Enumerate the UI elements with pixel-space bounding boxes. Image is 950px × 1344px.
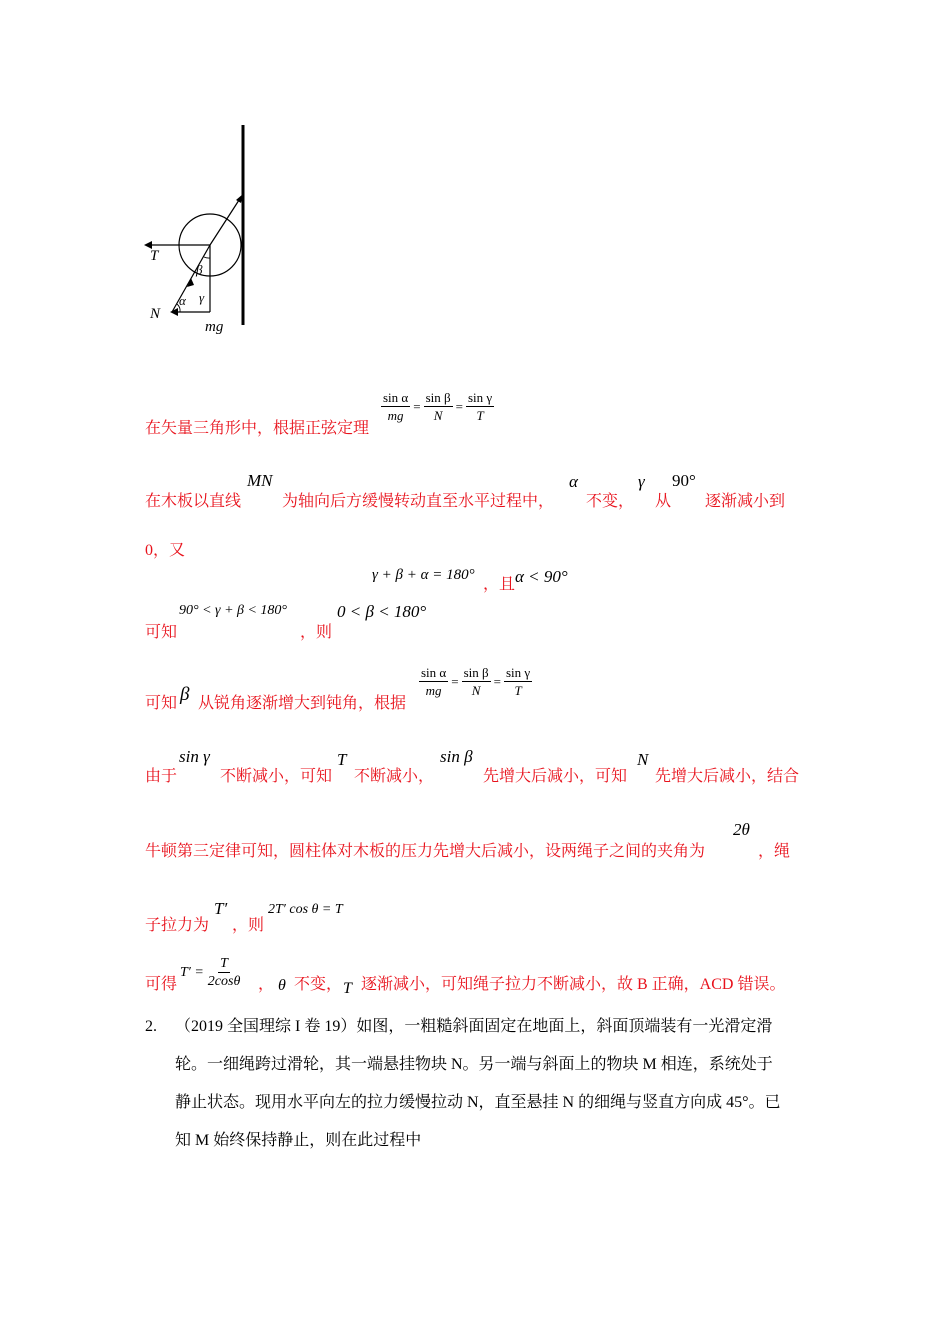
solution-line-5b: 从锐角逐渐增大到钝角，根据: [198, 695, 407, 712]
math-T: T: [337, 750, 347, 769]
tension-formula: T′ = $\frac{T}{2\cos\theta}$: [180, 956, 241, 989]
solution-line-5a: 可知: [145, 695, 178, 712]
solution-line-3: 0，又: [145, 542, 186, 559]
label-alpha: α: [179, 293, 186, 308]
math-sin-beta: sin β: [440, 747, 473, 766]
label-beta: β: [196, 262, 203, 277]
solution-line-4b: ，则: [300, 624, 333, 641]
solution-line-2d: 从: [655, 493, 672, 510]
solution-line-8a: 子拉力为: [145, 917, 210, 934]
math-alpha: α: [569, 472, 578, 491]
math-beta: β: [180, 684, 190, 705]
solution-line-6a: 由于: [145, 768, 178, 785]
solution-line-2e: 逐渐减小到: [705, 493, 786, 510]
math-MN: MN: [247, 471, 273, 490]
math-T-prime: T′: [214, 899, 228, 918]
solution-line-6b: 不断减小，可知: [220, 768, 333, 785]
solution-line-9a: 可得: [145, 976, 178, 993]
sine-rule-formula-1: $\frac{\text{sin α}}{mg}$ = $\frac{\text{sin β}}{N}$ = $\frac{\text{sin γ}}{T}$: [383, 390, 493, 423]
equation-tension: 2T′ cos θ = T: [268, 902, 343, 917]
solution-line-1: 在矢量三角形中，根据正弦定理: [145, 420, 370, 437]
math-theta: θ: [278, 977, 286, 994]
math-90deg: 90°: [672, 471, 696, 490]
question-line-1: （2019 全国理综 I 卷 19）如图，一粗糙斜面固定在地面上，斜面顶端装有一光滑定滑: [175, 1018, 773, 1035]
solution-line-6c: 不断减小，: [354, 768, 435, 785]
solution-line-2c: 不变，: [586, 493, 635, 510]
question-line-3: 静止状态。现用水平向左的拉力缓慢拉动 N，直至悬挂 N 的细绳与竖直方向成 45°。已: [175, 1094, 781, 1111]
label-mg: mg: [205, 319, 224, 335]
question-line-4: 知 M 始终保持静止，则在此过程中: [175, 1132, 422, 1149]
sine-rule-formula-2: $\frac{\text{sin α}}{mg}$ = $\frac{\text{sin β}}{N}$ = $\frac{\text{sin γ}}{T}$: [421, 665, 531, 698]
solution-line-6e: 先增大后减小，结合: [655, 768, 800, 785]
solution-line-8b: ，则: [232, 917, 265, 934]
solution-line-9b: ，: [258, 976, 275, 993]
math-N: N: [637, 750, 649, 769]
equation-angle-sum: γ + β + α = 180°: [372, 567, 475, 583]
math-gamma: γ: [638, 472, 645, 491]
solution-line-9c: 不变，: [294, 976, 343, 993]
question-number: 2.: [145, 1018, 157, 1035]
solution-line-4a: 可知: [145, 624, 178, 641]
solution-line-7b: ，绳: [758, 843, 791, 860]
solution-line-6d: 先增大后减小，可知: [483, 768, 628, 785]
label-gamma: γ: [199, 290, 205, 305]
math-sin-gamma: sin γ: [179, 747, 210, 766]
math-T-2: T: [343, 980, 352, 997]
label-N: N: [150, 306, 161, 322]
label-T: T: [150, 248, 159, 264]
inequality-alpha: α < 90°: [515, 567, 568, 586]
solution-line-9d: 逐渐减小，可知绳子拉力不断减小，故 B 正确，ACD 错误。: [361, 976, 786, 993]
solution-line-2b: 为轴向后方缓慢转动直至水平过程中，: [282, 493, 555, 510]
math-2theta: 2θ: [733, 820, 750, 839]
inequality-2: 0 < β < 180°: [337, 602, 427, 621]
solution-line-2a: 在木板以直线: [145, 493, 242, 510]
inequality-1: 90° < γ + β < 180°: [179, 603, 288, 618]
solution-and: ，且: [483, 576, 516, 593]
question-line-2: 轮。一细绳跨过滑轮，其一端悬挂物块 N。另一端与斜面上的物块 M 相连，系统处于: [175, 1056, 773, 1073]
solution-line-7a: 牛顿第三定律可知，圆柱体对木板的压力先增大后减小，设两绳子之间的夹角为: [145, 843, 706, 860]
